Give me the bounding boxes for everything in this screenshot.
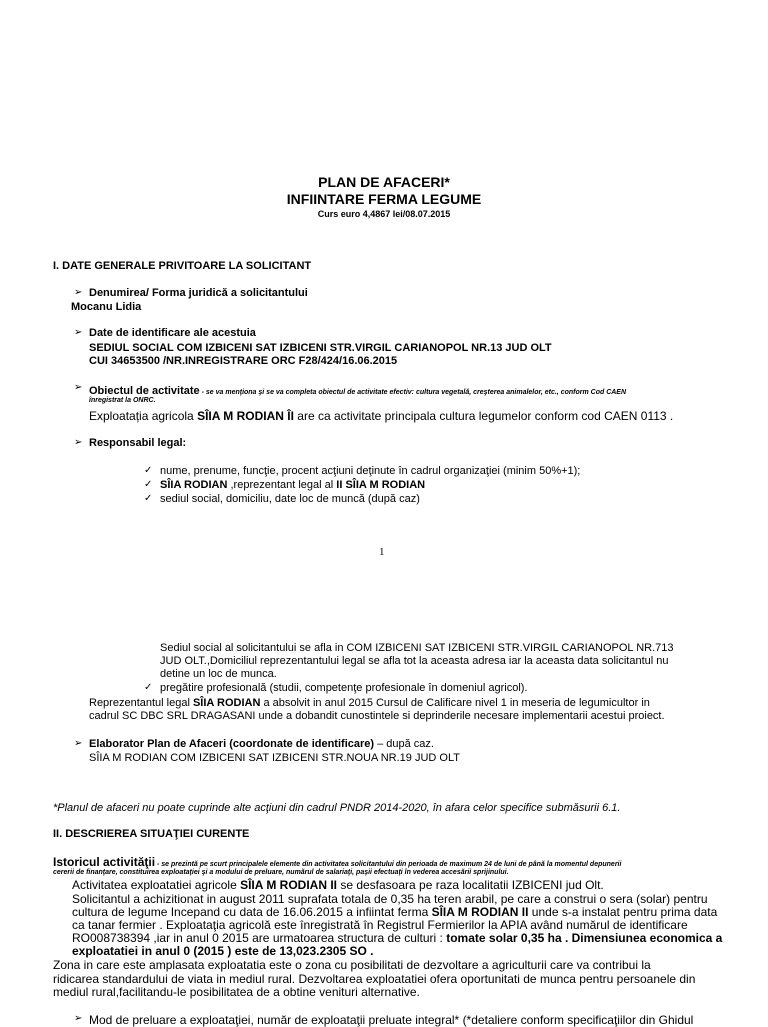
arrow-bullet-icon: ➢ <box>74 382 83 393</box>
footnote: *Planul de afaceri nu poate cuprinde alte acţiuni din cadrul PNDR 2014-2020, în afara celor specifice submăsurii 6.1. <box>53 802 621 814</box>
responsabil-check-1: nume, prenume, funcţie, procent acţiuni deţinute în cadrul organizaţiei (minim 50%+1); <box>160 465 581 477</box>
repr-line-1 <box>89 697 650 710</box>
repr-pre: Reprezentantul legal <box>89 697 193 709</box>
exchange-rate: Curs euro 4,4867 lei/08.07.2015 <box>317 209 451 219</box>
arrow-bullet-icon: ➢ <box>74 437 83 448</box>
istoric-note: - se prezintă pe scurt principalele elemente din activitatea solicitantului din perioada de maximum 24 de luni de până la momentul depunerii <box>155 861 622 868</box>
sediul-line-1: Sediul social al solicitantului se afla in COM IZBICENI SAT IZBICENI STR.VIRGIL CARIANOPOL NR.713 <box>160 642 674 654</box>
responsabil-check-3: sediul social, domiciliu, date loc de muncă (după caz) <box>160 493 420 505</box>
para-2-line-2 <box>72 905 717 919</box>
obiect-note-2: înregistrat la ONRC. <box>89 397 156 404</box>
repr-line-2: cadrul SC DBC SRL DRAGASANI unde a dobandit cunostintele si deprinderile necesare implementarii acestui proiect. <box>89 710 665 722</box>
legal-rep-farm: II SÎIA M RODIAN <box>336 479 426 491</box>
responsabil-check-2 <box>160 479 425 492</box>
plan-subtitle: INFIINTARE FERMA LEGUME <box>286 191 482 207</box>
para-3-line-2: ridicarea standardului de viata in mediul rural. Dezvoltarea exploatatiei ofera oportunitati de munca pentru persoanele din <box>53 972 696 986</box>
legal-rep-name: SÎIA RODIAN <box>160 479 228 491</box>
para-2-line-3: ca tanar fermier . Exploataţia agricolă este înregistrată în Registrul Fermierilor la APIA având numărul de identificare <box>72 918 688 932</box>
para-2-post: unde s-a instalat pentru prima data <box>528 905 718 919</box>
elaborator-row <box>89 738 434 751</box>
responsabil-label: Responsabil legal: <box>89 437 187 449</box>
para-1-post: se desfasoara pe raza localitatii IZBICENI jud Olt. <box>336 878 604 892</box>
sediul-line-2: JUD OLT.,Domiciliul reprezentantului legal se afla tot la aceasta adresa iar la aceasta data solicitantul nu <box>160 655 669 667</box>
para-2-pre: cultura de legume Incepand cu data de 16.06.2015 a infiintat ferma <box>72 905 432 919</box>
section-heading-1: I. DATE GENERALE PRIVITOARE LA SOLICITANT <box>53 260 312 272</box>
istoric-note-2: cererii de finanţare, constituirea exploataţiei şi a modului de preluare, numărul de salariaţi, paşii efectuaţi în vederea accesării sprijinului. <box>53 869 509 876</box>
elaborator-value: SÎIA M RODIAN COM IZBICENI SAT IZBICENI STR.NOUA NR.19 JUD OLT <box>89 752 460 764</box>
arrow-bullet-icon: ➢ <box>74 1013 83 1024</box>
checkmark-icon: ✓ <box>144 493 153 504</box>
repr-name: SÎIA RODIAN <box>192 697 261 709</box>
para-2-line-1: Solicitantul a achizitionat in august 2011 suprafata totala de 0,35 ha teren arabil, pe care a construi o sera (solar) pentru <box>72 892 708 906</box>
para-3-line-1: Zona in care este amplasata exploatatia este o zona cu posibilitati de dezvoltare a agriculturii care va contribui la <box>53 958 651 972</box>
checkmark-icon: ✓ <box>144 682 153 693</box>
identificare-line2: CUI 34653500 /NR.INREGISTRARE ORC F28/424/16.06.2015 <box>89 355 398 367</box>
obiect-text-pre: Exploatația agricola <box>89 409 198 423</box>
obiect-farm-name: SÎIA M RODIAN ÎI <box>197 409 294 423</box>
para-2-line-4 <box>72 931 722 945</box>
identificare-label: Date de identificare ale acestuia <box>89 327 256 339</box>
elaborator-post: – după caz. <box>374 738 434 750</box>
obiect-text-post: are ca activitate principala cultura legumelor conform cod CAEN 0113 . <box>293 409 674 423</box>
para-2-line-4-pre: RO008738394 ,iar in anul 0 2015 are urmatoarea structura de culturi : <box>72 931 447 945</box>
plan-title: PLAN DE AFACERI* <box>318 174 450 190</box>
para-1-pre: Activitatea exploatatiei agricole <box>72 878 241 892</box>
denumire-label: Denumirea/ Forma juridică a solicitantului <box>89 287 308 299</box>
para-1-farm: SÎIA M RODIAN II <box>240 878 337 892</box>
checkmark-icon: ✓ <box>144 479 153 490</box>
arrow-bullet-icon: ➢ <box>74 327 83 338</box>
section-heading-2: II. DESCRIEREA SITUAŢIEI CURENTE <box>53 828 250 840</box>
identificare-line1: SEDIUL SOCIAL COM IZBICENI SAT IZBICENI STR.VIRGIL CARIANOPOL NR.13 JUD OLT <box>89 342 552 354</box>
arrow-bullet-icon: ➢ <box>74 738 83 749</box>
sediul-line-3: detine un loc de munca. <box>160 668 277 680</box>
para-2-farm: SÎIA M RODIAN II <box>431 905 529 919</box>
pregatire-text: pregătire profesională (studii, competenţe profesionale în domeniul agricol). <box>160 682 528 694</box>
para-2-line-5: exploatatiei in anul 0 (2015 ) este de 13,023.2305 SO . <box>72 944 374 958</box>
obiect-text <box>89 409 673 423</box>
obiect-row <box>89 381 626 399</box>
mod-preluare-line: Mod de preluare a exploataţiei, număr de exploataţii preluate integral* (*detaliere conform specificaţiilor din Ghidul <box>89 1013 694 1027</box>
page-number: 1 <box>379 546 385 558</box>
obiect-note: - se va menţiona şi se va completa obiectul de activitate efectiv: cultura vegetală, creşterea animalelor, etc., conform Cod CAEN <box>199 389 627 396</box>
denumire-value: Mocanu Lidia <box>71 301 142 313</box>
repr-post: a absolvit in anul 2015 Cursul de Calificare nivel 1 in meseria de legumicultor in <box>260 697 650 709</box>
obiect-label: Obiectul de activitate <box>89 385 200 397</box>
para-1 <box>72 878 604 892</box>
elaborator-label: Elaborator Plan de Afaceri (coordonate de identificare) <box>89 738 375 750</box>
checkmark-icon: ✓ <box>144 465 153 476</box>
arrow-bullet-icon: ➢ <box>74 287 83 298</box>
para-2-line-4-bold: tomate solar 0,35 ha . Dimensiunea economica a <box>446 931 723 945</box>
para-3-line-3: mediul rural,facilitandu-le posibilitatea de a obtine venituri alternative. <box>53 985 420 999</box>
legal-rep-mid: ,reprezentant legal al <box>227 479 337 491</box>
istoric-label: Istoricul activităţii <box>53 855 156 869</box>
